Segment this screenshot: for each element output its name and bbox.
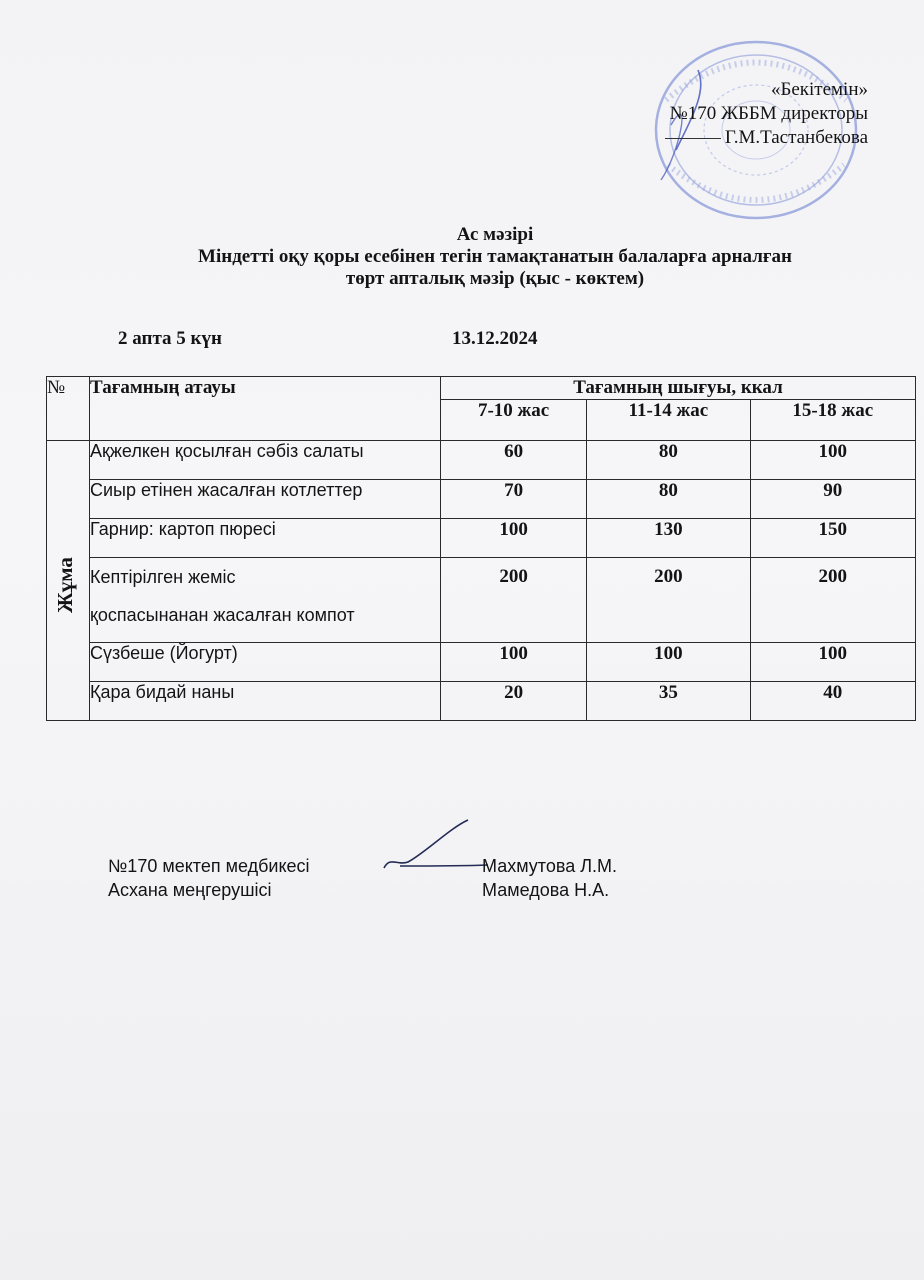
column-number-header: № <box>47 377 90 441</box>
dish-name-line: Кептірілген жеміс <box>90 567 236 587</box>
nurse-position: №170 мектеп медбикесі <box>108 856 310 876</box>
dish-name-line: қоспасынанан жасалған компот <box>90 605 355 625</box>
signature-mark <box>380 818 490 878</box>
dish-name: Қара бидай наны <box>90 682 441 721</box>
footer-positions <box>108 854 310 902</box>
kcal-value: 100 <box>441 519 587 558</box>
kcal-value: 100 <box>750 441 915 480</box>
approval-block <box>665 78 868 150</box>
column-name-header: Тағамның атауы <box>90 377 441 441</box>
kcal-value: 150 <box>750 519 915 558</box>
kcal-value: 200 <box>441 558 587 643</box>
age-header: 15-18 жас <box>750 400 915 441</box>
dish-name: Сиыр етінен жасалған котлеттер <box>90 480 441 519</box>
dish-name: Гарнир: картоп пюресі <box>90 519 441 558</box>
kcal-value: 70 <box>441 480 587 519</box>
kcal-value: 20 <box>441 682 587 721</box>
approval-position: №170 ЖББМ директоры <box>669 103 868 124</box>
kcal-value: 100 <box>750 643 915 682</box>
table-row <box>47 480 916 519</box>
dish-name: Сүзбеше (Йогурт) <box>90 643 441 682</box>
kcal-value: 200 <box>750 558 915 643</box>
age-header: 11-14 жас <box>587 400 750 441</box>
kcal-value: 100 <box>587 643 750 682</box>
column-group-header: Тағамның шығуы, ккал <box>441 377 916 400</box>
age-header: 7-10 жас <box>441 400 587 441</box>
title-line-2: Міндетті оқу қоры есебінен тегін тамақтанатын балаларға арналған <box>198 246 792 267</box>
approval-name-row <box>665 126 868 150</box>
week-day-label: 2 апта 5 күн <box>118 328 222 349</box>
title-line-1: Ас мәзірі <box>456 224 534 245</box>
table-row <box>47 558 916 643</box>
weekday-cell <box>47 441 90 721</box>
approval-heading: «Бекітемін» <box>770 79 868 100</box>
header-row <box>47 377 916 400</box>
table-row <box>47 519 916 558</box>
kcal-value: 80 <box>587 480 750 519</box>
kcal-value: 60 <box>441 441 587 480</box>
approval-name: Г.М.Тастанбекова <box>724 127 868 148</box>
nurse-name: Махмутова Л.М. <box>482 856 618 876</box>
footer-names <box>482 854 617 902</box>
kcal-value: 200 <box>587 558 750 643</box>
kcal-value: 100 <box>441 643 587 682</box>
kcal-value: 40 <box>750 682 915 721</box>
title-line-3: төрт апталық мәзір (қыс - көктем) <box>345 268 645 289</box>
canteen-head-position: Асхана меңгерушісі <box>108 880 272 900</box>
menu-table <box>46 376 916 721</box>
document-title <box>0 224 924 290</box>
table-row <box>47 441 916 480</box>
dish-name <box>90 558 441 643</box>
table-row <box>47 643 916 682</box>
canteen-head-name: Мамедова Н.А. <box>482 880 610 900</box>
kcal-value: 130 <box>587 519 750 558</box>
menu-date: 13.12.2024 <box>452 328 538 349</box>
signature-line <box>665 138 721 139</box>
table-row <box>47 682 916 721</box>
kcal-value: 80 <box>587 441 750 480</box>
kcal-value: 90 <box>750 480 915 519</box>
dish-name: Ақжелкен қосылған сәбіз салаты <box>90 441 441 480</box>
kcal-value: 35 <box>587 682 750 721</box>
weekday-label: Жұма <box>53 557 77 613</box>
